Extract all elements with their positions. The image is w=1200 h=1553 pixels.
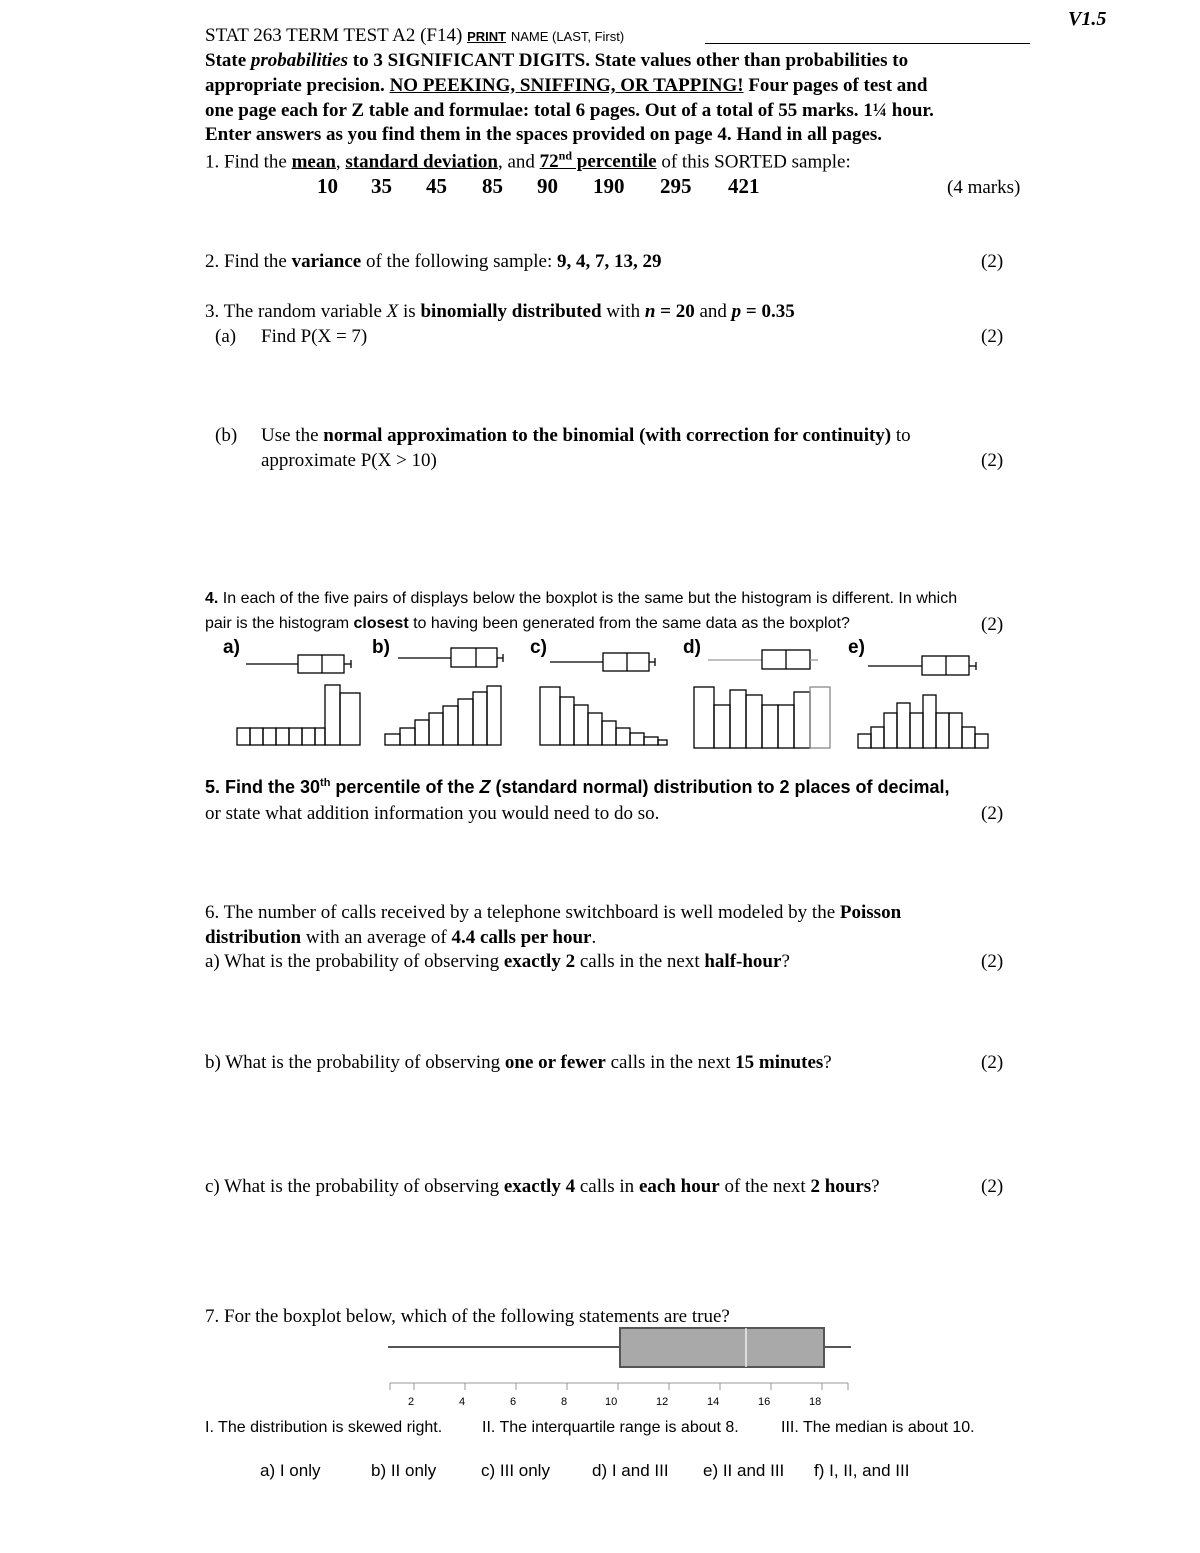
q2-data: 9, 4, 7, 13, 29: [557, 251, 662, 272]
q1-sd: standard deviation: [345, 151, 498, 173]
q7-tick-label: 16: [758, 1396, 771, 1408]
q7-boxplot: [388, 1328, 851, 1390]
q5-sup: th: [320, 777, 331, 789]
instr-text: State: [205, 50, 251, 71]
q6a-bold: half-hour: [704, 951, 782, 972]
q6b-text: ?: [823, 1052, 832, 1073]
q2-variance: variance: [291, 251, 362, 272]
q7-tick-label: 2: [408, 1396, 415, 1408]
q3-n-val: = 20: [655, 301, 695, 322]
q6-text: .: [591, 927, 597, 948]
instructions-line-1: [205, 50, 908, 72]
boxplot-c: [550, 653, 655, 671]
pair-label-e: e): [848, 637, 865, 658]
question-2: [205, 251, 662, 273]
boxplot-d: [708, 650, 818, 669]
q7-tick-label: 4: [459, 1396, 466, 1408]
q3a-label: (a): [215, 326, 237, 347]
q3-binomial: binomially distributed: [420, 301, 602, 322]
q6-rate: 4.4 calls per hour: [451, 927, 592, 948]
q1-percentile: 72nd percentile: [539, 149, 657, 173]
q5-line2: or state what addition information you would need to do so.: [205, 803, 660, 824]
q6b-text: calls in the next: [605, 1052, 736, 1073]
q7-tick-label: 14: [707, 1396, 720, 1408]
q6c-text: c) What is the probability of observing: [205, 1176, 504, 1197]
boxplot-b: [398, 648, 503, 667]
q7-tick-label: 8: [561, 1396, 568, 1408]
q6-text: 6. The number of calls received by a telephone switchboard is well modeled by the: [205, 902, 840, 923]
q2-text: 2. Find the: [205, 251, 292, 272]
q3b-label: (b): [215, 425, 238, 446]
q6a-bold: exactly 2: [503, 951, 576, 972]
q6a-marks: (2): [981, 951, 1004, 972]
instructions-line-2: [205, 75, 927, 97]
q3a-marks: (2): [981, 326, 1004, 347]
q3a-text: Find P(X = 7): [261, 326, 368, 347]
question-4-line-2: [205, 615, 850, 633]
sample-value: 35: [371, 174, 392, 198]
question-3: [205, 301, 795, 323]
question-1: [205, 149, 851, 173]
q6a-text: a) What is the probability of observing: [205, 951, 504, 972]
question-6b: [205, 1052, 832, 1074]
histogram-a: [237, 685, 360, 745]
instr-text: appropriate precision.: [205, 75, 390, 96]
name-field-line[interactable]: [705, 43, 1030, 44]
q6c-bold: each hour: [638, 1176, 720, 1197]
q7-tick-label: 18: [809, 1396, 822, 1408]
q5-marks: (2): [981, 803, 1004, 824]
question-7: 7. For the boxplot below, which of the following statements are true?: [205, 1306, 730, 1327]
q6c-text: of the next: [719, 1176, 811, 1197]
question-6: [205, 902, 901, 924]
q6-distribution: distribution: [205, 927, 302, 948]
instructions-line-4: Enter answers as you find them in the spaces provided on page 4. Hand in all pages.: [205, 124, 883, 145]
question-6-line-2: [205, 927, 596, 949]
instr-text: to 3 SIGNIFICANT DIGITS. State values other than probabilities to: [348, 50, 909, 71]
q6b-bold: one or fewer: [504, 1052, 606, 1073]
histogram-e: [858, 695, 988, 748]
q5-text: 5. Find the 30: [205, 777, 321, 797]
q3b-post: to: [891, 425, 911, 446]
q6c-bold: exactly 4: [503, 1176, 576, 1197]
q1-text: 1. Find the: [205, 151, 292, 173]
pair-label-a: a): [223, 637, 240, 658]
q7-statement-2: II. The interquartile range is about 8.: [482, 1419, 739, 1436]
sample-value: 85: [482, 174, 503, 198]
q6b-text: b) What is the probability of observing: [205, 1052, 505, 1073]
sample-value: 190: [593, 174, 625, 198]
q6a-text: ?: [781, 951, 790, 972]
q2-marks: (2): [981, 251, 1004, 272]
sample-value: 90: [537, 174, 558, 198]
histogram-c: [540, 687, 667, 745]
q7-tick-label: 6: [510, 1396, 517, 1408]
q3-text: 3. The random variable: [205, 301, 387, 322]
sample-value: 45: [426, 174, 447, 198]
q3b-bold: normal approximation to the binomial (with correction for continuity): [323, 425, 892, 446]
q4-line1: In each of the five pairs of displays below the boxplot is the same but the histogram is different. In which: [218, 590, 958, 607]
q1-text: of this SORTED sample:: [656, 151, 851, 173]
sample-value: 10: [317, 174, 338, 198]
sample-value: 295: [660, 174, 692, 198]
choice-c[interactable]: c) III only: [481, 1461, 550, 1480]
instr-text: Four pages of test and: [743, 75, 928, 96]
q6c-text: calls in: [575, 1176, 639, 1197]
q3b-marks: (2): [981, 450, 1004, 471]
print-label: PRINT: [467, 29, 507, 44]
q3b-pre: Use the: [261, 425, 324, 446]
q4-num: 4.: [205, 590, 219, 607]
q3b-text: [261, 425, 911, 447]
q4-marks: (2): [981, 614, 1004, 635]
q6a-text: calls in the next: [575, 951, 705, 972]
q6c-bold: 2 hours: [810, 1176, 872, 1197]
instr-emph: probabilities: [250, 50, 349, 71]
instr-warning: NO PEEKING, SNIFFING, OR TAPPING!: [389, 75, 744, 96]
question-6a: [205, 951, 790, 973]
q3b-line2: approximate P(X > 10): [261, 450, 437, 471]
question-5: [205, 777, 950, 798]
choice-f[interactable]: f) I, II, and III: [814, 1461, 910, 1480]
title-text: STAT 263 TERM TEST A2 (F14): [205, 25, 463, 46]
q3-n: n: [644, 301, 656, 322]
pair-label-c: c): [530, 637, 547, 658]
pair-label-d: d): [683, 637, 701, 658]
name-hint: NAME (LAST, First): [510, 29, 625, 44]
question-4: [205, 590, 957, 608]
q7-statement-3: III. The median is about 10.: [781, 1419, 975, 1436]
sample-value: 421: [728, 174, 760, 198]
pair-label-b: b): [372, 637, 390, 658]
q4-text: pair is the histogram: [205, 615, 354, 632]
boxplot-a: [246, 655, 351, 673]
q6b-bold: 15 minutes: [735, 1052, 824, 1073]
histogram-d: [694, 687, 830, 748]
q6-poisson: Poisson: [839, 902, 902, 923]
q5-z: Z: [479, 777, 491, 797]
test-title: [205, 25, 624, 47]
q6b-marks: (2): [981, 1052, 1004, 1073]
histogram-b: [385, 686, 501, 745]
q4-text: to having been generated from the same data as the boxplot?: [408, 615, 850, 632]
q3-text: and: [694, 301, 732, 322]
boxplot-e: [868, 656, 976, 675]
q1-marks: (4 marks): [947, 177, 1021, 198]
q6c-text: ?: [871, 1176, 880, 1197]
q7-tick-label: 10: [605, 1396, 618, 1408]
choice-b[interactable]: b) II only: [371, 1461, 437, 1480]
q1-text: , and: [497, 151, 540, 173]
q2-text: of the following sample:: [361, 251, 557, 272]
q5-text: (standard normal) distribution to 2 places of decimal,: [490, 777, 950, 797]
choice-e[interactable]: e) II and III: [703, 1461, 785, 1480]
q5-text: percentile of the: [330, 777, 480, 797]
instructions-line-3: one page each for Z table and formulae: total 6 pages. Out of a total of 55 marks. 1¼ hour.: [205, 100, 934, 121]
q3-text: with: [601, 301, 645, 322]
q7-tick-label: 12: [656, 1396, 669, 1408]
choice-a[interactable]: a) I only: [260, 1461, 321, 1480]
choice-d[interactable]: d) I and III: [592, 1461, 669, 1480]
q7-statement-1: I. The distribution is skewed right.: [205, 1419, 443, 1436]
q6-text: with an average of: [301, 927, 452, 948]
q1-mean: mean: [291, 151, 336, 173]
version-label: V1.5: [1068, 8, 1107, 30]
question-6c: [205, 1176, 880, 1198]
q6c-marks: (2): [981, 1176, 1004, 1197]
q3-x: X: [386, 301, 399, 322]
q3-p-val: = 0.35: [741, 301, 795, 322]
q1-text: ,: [335, 151, 346, 173]
q4-closest: closest: [353, 615, 409, 632]
q3-text: is: [398, 301, 421, 322]
q3-p: p: [731, 301, 742, 322]
